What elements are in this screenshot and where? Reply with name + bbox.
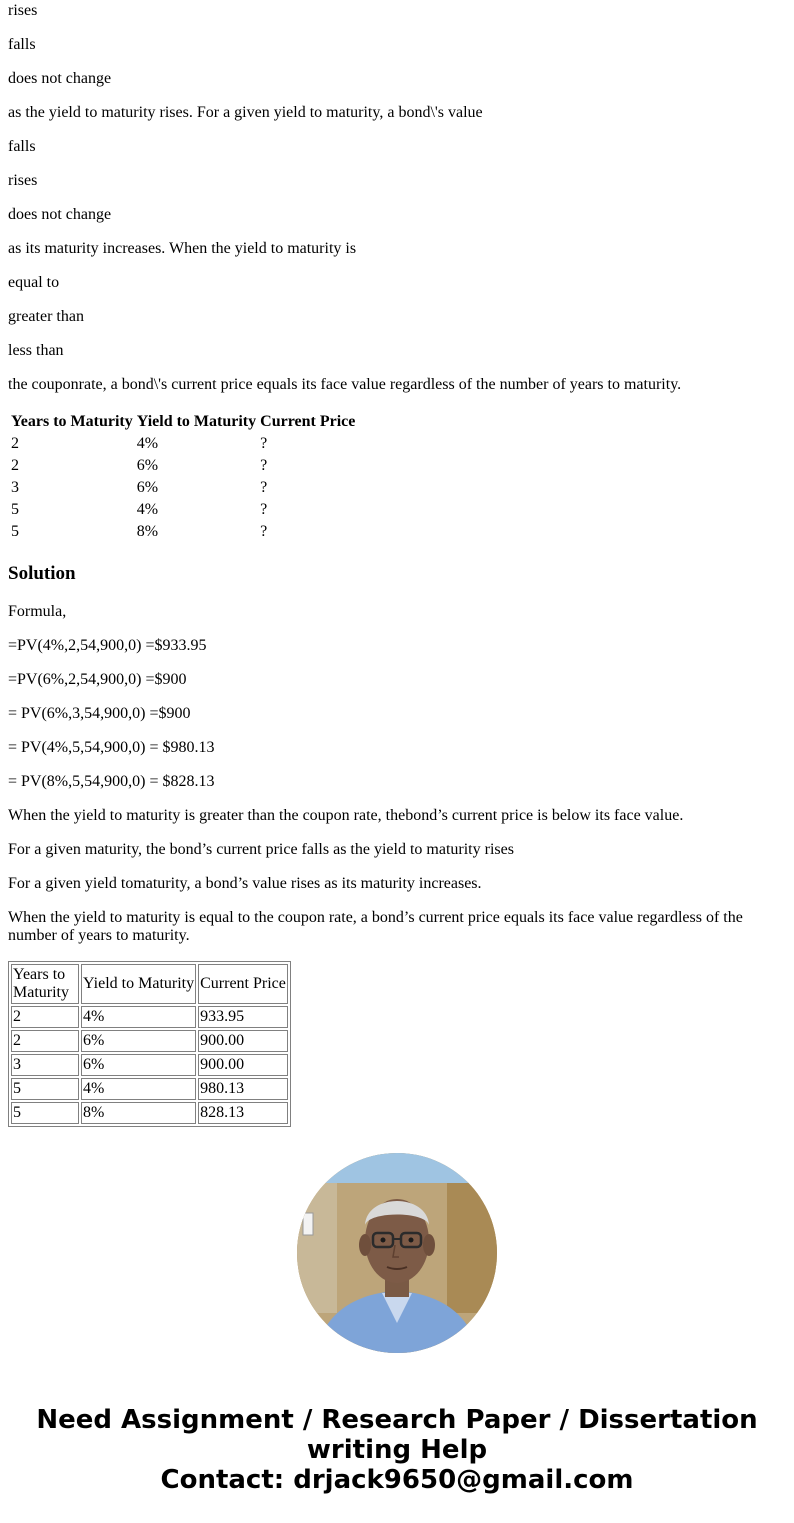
table-cell: 6% — [81, 1054, 196, 1076]
formula-line: = PV(8%,5,54,900,0) = $828.13 — [8, 773, 215, 790]
table-row — [11, 1006, 288, 1028]
portrait-illustration — [297, 1153, 497, 1353]
table-header-row — [10, 412, 356, 432]
table-cell: 8% — [81, 1102, 196, 1124]
table-cell: ? — [260, 479, 268, 496]
table-cell: 2 — [11, 457, 19, 474]
answer-table — [8, 961, 291, 1127]
table-row — [10, 434, 356, 454]
table-cell: ? — [260, 523, 268, 540]
table-cell: 2 — [11, 1006, 79, 1028]
option-does-not-change: does not change — [8, 206, 112, 223]
author-photo — [297, 1153, 497, 1353]
table-cell: 8% — [136, 523, 159, 540]
option-equal-to: equal to — [8, 274, 60, 291]
table-cell: 900.00 — [198, 1054, 288, 1076]
option-falls: falls — [8, 138, 36, 155]
table-cell: 5 — [11, 1102, 79, 1124]
table-cell: 980.13 — [198, 1078, 288, 1100]
table-cell: 6% — [136, 479, 159, 496]
table-row — [11, 1054, 288, 1076]
option-does-not-change: does not change — [8, 70, 112, 87]
table-cell: 3 — [11, 1054, 79, 1076]
table-row — [11, 1102, 288, 1124]
table-header-row — [11, 964, 288, 1004]
question-text: the couponrate, a bond\'s current price equals its face value regardless of the number of years to maturity. — [8, 376, 682, 393]
option-rises: rises — [8, 172, 38, 189]
table-row — [10, 478, 356, 498]
table-cell: 2 — [11, 1030, 79, 1052]
table-cell: 5 — [11, 523, 19, 540]
footer-contact: Contact: drjack9650@gmail.com — [160, 1465, 634, 1495]
table-cell: 6% — [81, 1030, 196, 1052]
formula-line: = PV(4%,5,54,900,0) = $980.13 — [8, 739, 215, 756]
formula-label: Formula, — [8, 603, 67, 620]
table-cell: 933.95 — [198, 1006, 288, 1028]
table-cell: 828.13 — [198, 1102, 288, 1124]
table-cell: ? — [260, 501, 268, 518]
solution-statement: For a given yield tomaturity, a bond’s value rises as its maturity increases. — [8, 875, 482, 892]
option-rises: rises — [8, 2, 38, 19]
footer-line: writing Help — [306, 1435, 488, 1465]
column-header: Years to Maturity — [11, 413, 133, 430]
option-falls: falls — [8, 36, 36, 53]
table-row — [10, 500, 356, 520]
solution-statement: When the yield to maturity is greater than the coupon rate, thebond’s current price is below its face value. — [8, 807, 684, 824]
table-cell: 6% — [136, 457, 159, 474]
table-cell: 2 — [11, 435, 19, 452]
question-text: as its maturity increases. When the yield to maturity is — [8, 240, 357, 257]
table-cell: ? — [260, 457, 268, 474]
formula-line: =PV(4%,2,54,900,0) =$933.95 — [8, 637, 207, 654]
column-header: Current Price — [198, 964, 288, 1004]
column-header: Yield to Maturity — [136, 413, 257, 430]
table-cell: ? — [260, 435, 268, 452]
table-cell: 5 — [11, 1078, 79, 1100]
table-row — [10, 522, 356, 542]
option-greater-than: greater than — [8, 308, 84, 325]
column-header: Years to Maturity — [11, 964, 79, 1004]
table-row — [11, 1030, 288, 1052]
footer-line: Need Assignment / Research Paper / Dissertation — [36, 1405, 758, 1435]
solution-heading: Solution — [8, 563, 76, 584]
table-cell: 4% — [81, 1078, 196, 1100]
question-text: as the yield to maturity rises. For a given yield to maturity, a bond\'s value — [8, 104, 483, 121]
formula-line: = PV(6%,3,54,900,0) =$900 — [8, 705, 191, 722]
question-table — [8, 410, 358, 544]
table-row — [11, 1078, 288, 1100]
column-header: Yield to Maturity — [81, 964, 196, 1004]
table-cell: 4% — [136, 435, 159, 452]
table-cell: 900.00 — [198, 1030, 288, 1052]
solution-statement: When the yield to maturity is equal to the coupon rate, a bond’s current price equals its face value regardless of the number of years to maturity. — [8, 909, 743, 944]
table-cell: 4% — [136, 501, 159, 518]
table-cell: 3 — [11, 479, 19, 496]
solution-statement: For a given maturity, the bond’s current price falls as the yield to maturity rises — [8, 841, 514, 858]
table-cell: 5 — [11, 501, 19, 518]
table-row — [10, 456, 356, 476]
column-header: Current Price — [260, 413, 356, 430]
option-less-than: less than — [8, 342, 64, 359]
formula-line: =PV(6%,2,54,900,0) =$900 — [8, 671, 187, 688]
footer-banner — [0, 1405, 794, 1495]
table-cell: 4% — [81, 1006, 196, 1028]
